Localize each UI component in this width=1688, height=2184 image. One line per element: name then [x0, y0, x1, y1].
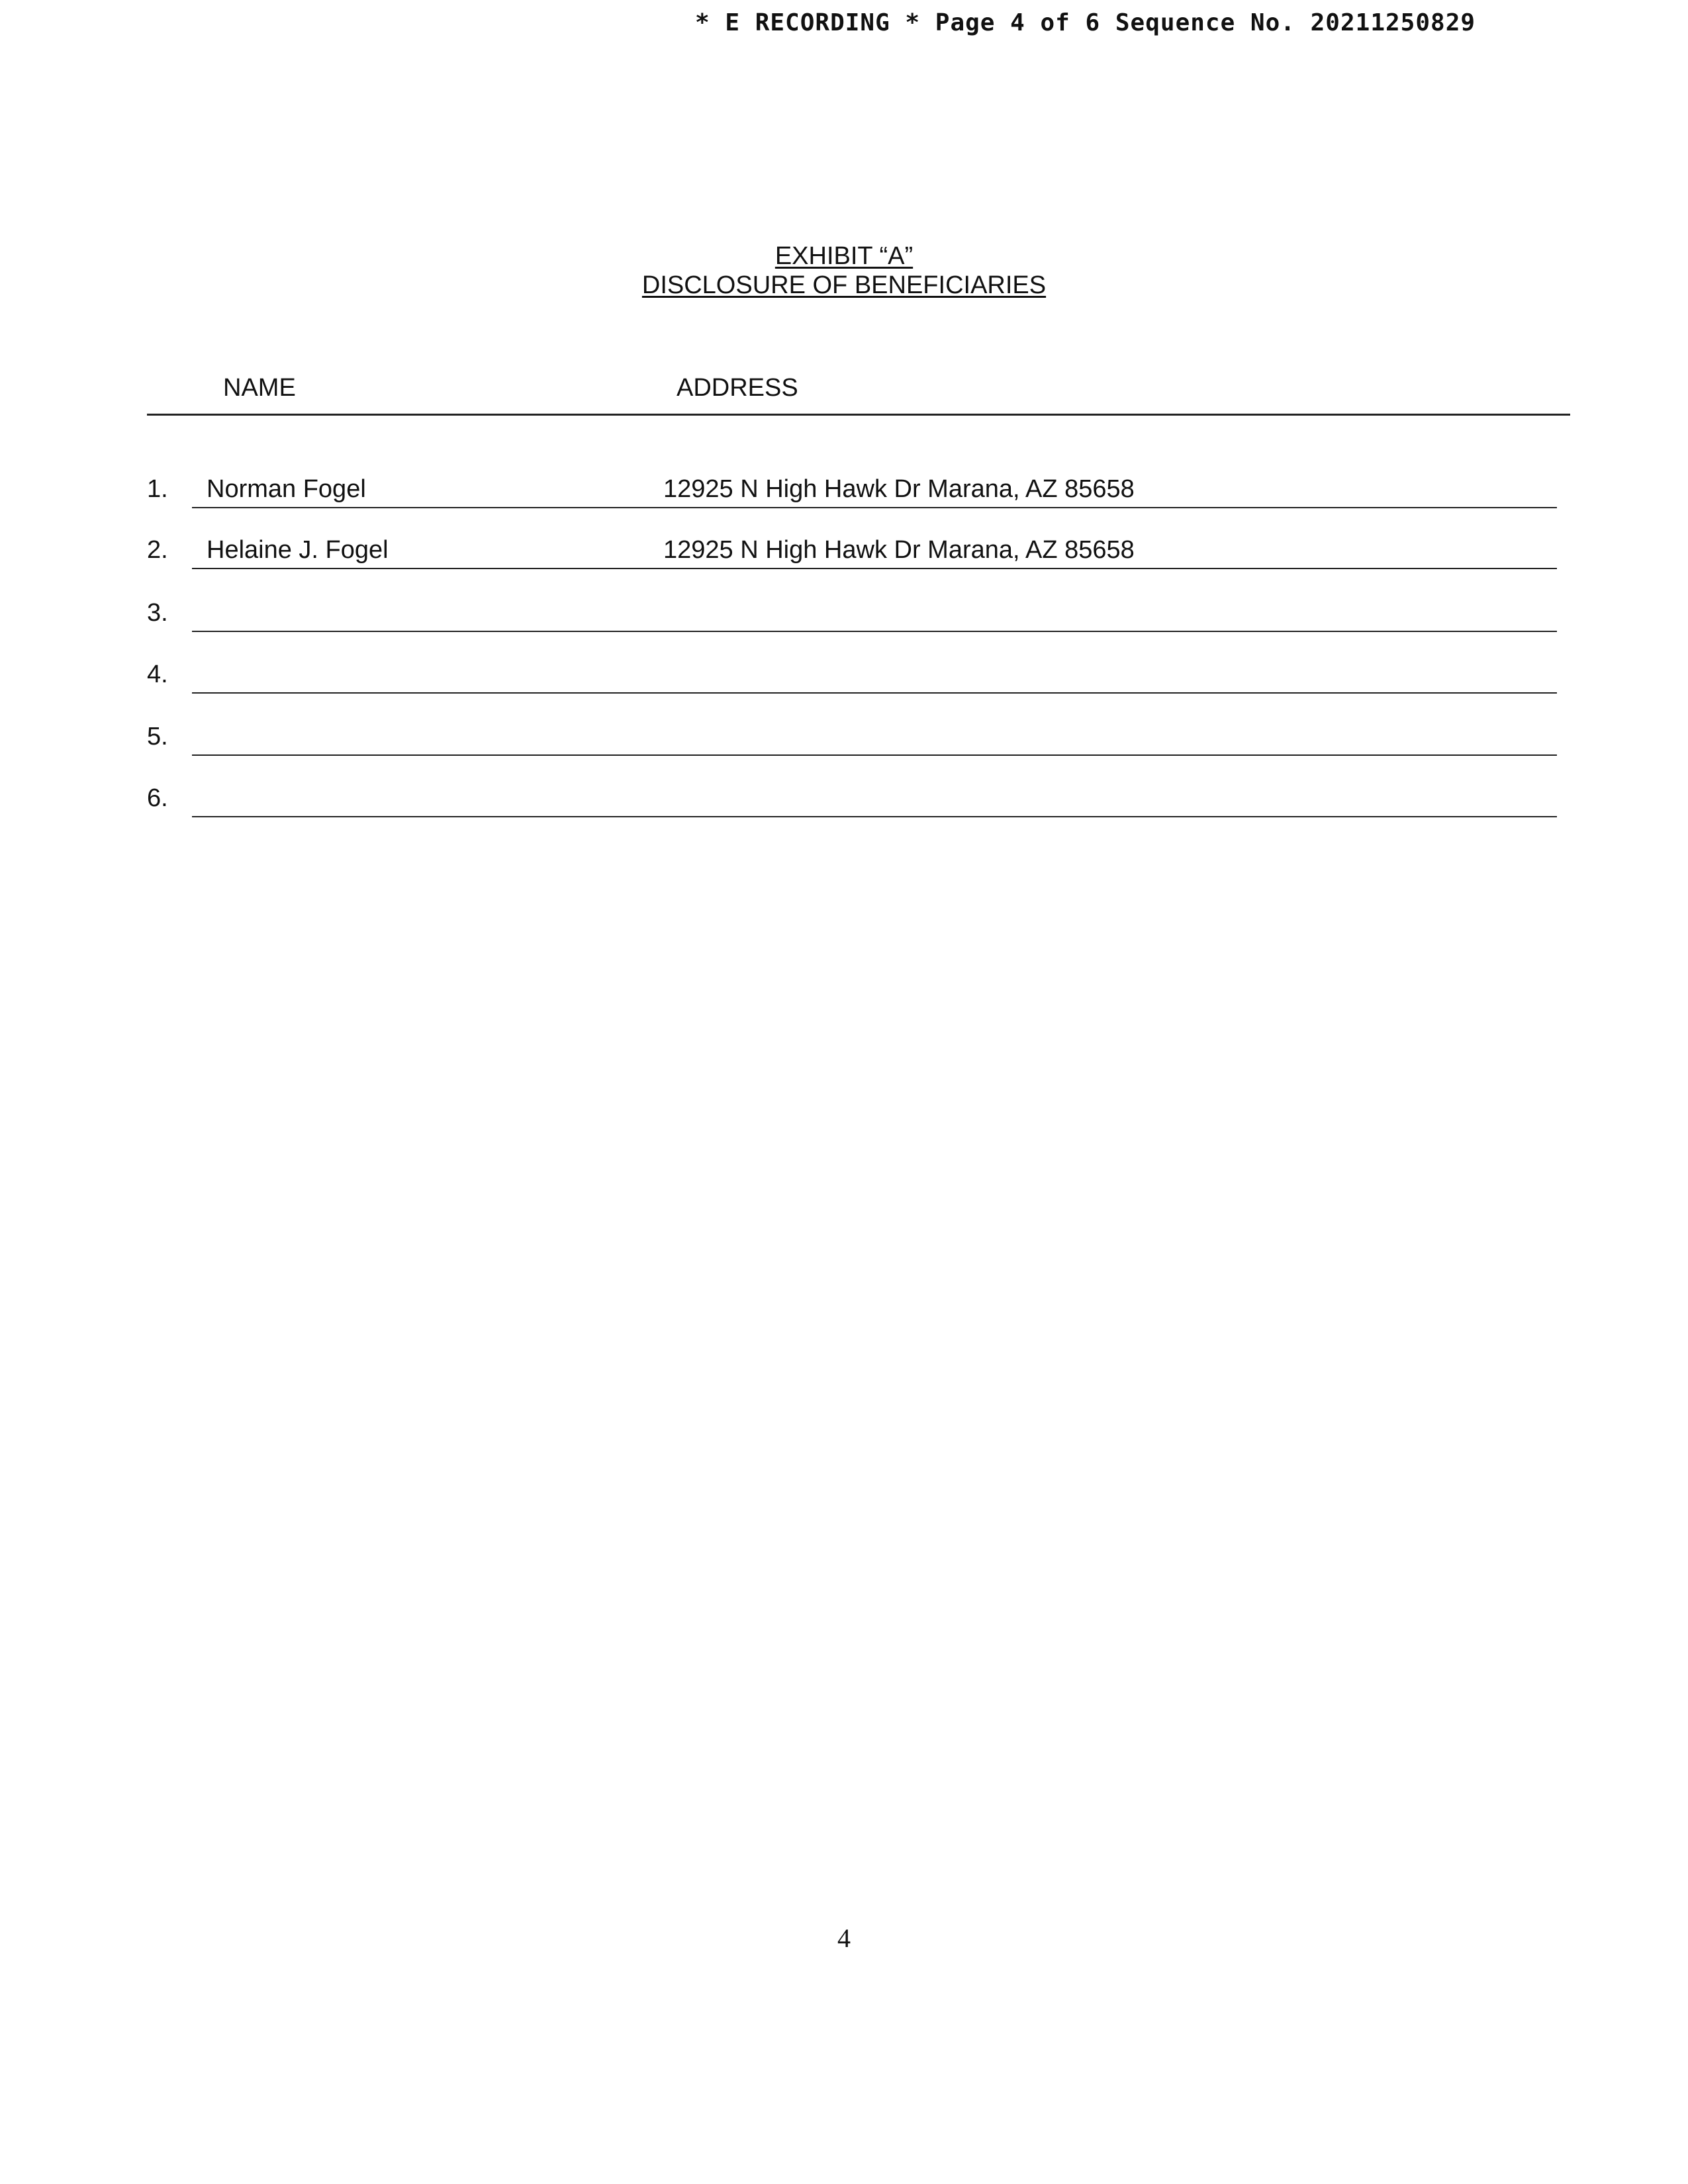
exhibit-title-block: [0, 242, 1688, 300]
page-number: 4: [837, 1923, 851, 1953]
beneficiary-name: Norman Fogel: [207, 475, 366, 503]
row-line: [192, 599, 1557, 632]
disclosure-title: DISCLOSURE OF BENEFICIARIES: [641, 271, 1047, 299]
row-number: 4.: [147, 660, 168, 688]
beneficiary-row: [147, 660, 1557, 700]
row-number: 6.: [147, 784, 168, 812]
beneficiary-address: 12925 N High Hawk Dr Marana, AZ 85658: [663, 536, 1135, 564]
row-number: 1.: [147, 475, 168, 503]
row-line: [192, 784, 1557, 817]
row-line: [192, 660, 1557, 694]
beneficiary-name: Helaine J. Fogel: [207, 536, 389, 564]
name-column-header: NAME: [223, 374, 296, 402]
row-line: [192, 723, 1557, 756]
exhibit-title: EXHIBIT “A”: [774, 242, 914, 270]
row-number: 2.: [147, 536, 168, 564]
row-line: [192, 536, 1557, 569]
row-number: 5.: [147, 723, 168, 751]
beneficiary-row: [147, 475, 1557, 515]
column-headers: [147, 374, 1570, 416]
row-number: 3.: [147, 599, 168, 627]
beneficiary-row: [147, 723, 1557, 762]
row-line: [192, 475, 1557, 508]
beneficiary-address: 12925 N High Hawk Dr Marana, AZ 85658: [663, 475, 1135, 503]
beneficiary-row: [147, 599, 1557, 639]
beneficiary-row: [147, 784, 1557, 824]
address-column-header: ADDRESS: [677, 374, 798, 402]
recording-header: * E RECORDING * Page 4 of 6 Sequence No. 20211250829: [695, 9, 1476, 36]
beneficiary-row: [147, 536, 1557, 576]
